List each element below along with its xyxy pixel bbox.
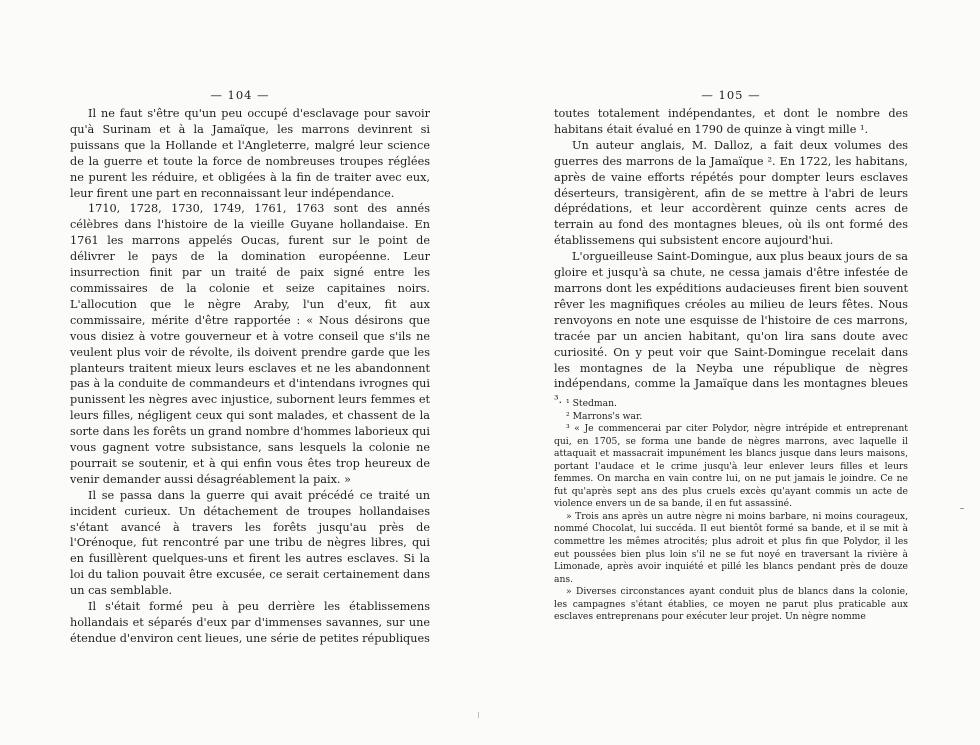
paragraph: 1710, 1728, 1730, 1749, 1761, 1763 sont des annés célèbres dans l'histoire de la vieille Guyane hollandaise. En 1761 les marrons appelés Oucas, furent sur le point de délivrer le pays de la domination européenne. Leur insurrection finit par un traité de paix signé entre les commissaires de la colonie et seize capitaines noirs. L'allocution que le nègre Araby, l'un d'eux, fit aux commissaire, mérite d'être rapportée : « Nous désirons que vous disiez à votre gouverneur et à votre conseil que s'ils ne veulent plus voir de révolte, ils doivent prendre garde que les planteurs traitent mieux leurs esclaves et ne les abandonnent pas à la conduite de commandeurs et d'intendans ivrognes qui punissent les nègres avec injustice, subornent leurs femmes et leurs filles, négligent ceux qui sont malades, et chassent de la sorte dans les forêts un grand nombre d'hommes laborieux qui vous gagnent votre subsistance, sans lesquels la colonie ne pourrait se soutenir, et à qui enfin vous êtes trop heureux de venir demander aussi désagréablement la paix. »	[70, 202, 430, 486]
gutter-mark	[478, 712, 479, 718]
paragraph: Il se passa dans la guerre qui avait précédé ce traité un incident curieux. Un détachement de troupes hollandaises s'étant avancé à travers les forêts jusqu'au près de l'Orénoque, fut rencontré par une tribu de nègres libres, qui en fusillèrent quelques-uns et firent les autres esclaves. Si la loi du talion pouvait être excusée, ce serait certainement dans un cas semblable.	[70, 488, 430, 598]
paragraph: toutes totalement indépendantes, et dont le nombre des habitans était évalué en 1790 de quinze à vingt mille ¹.	[554, 107, 908, 136]
paragraph: Il ne faut s'être qu'un peu occupé d'esclavage pour savoir qu'à Surinam et à la Jamaïque, les marrons devinrent si puissans que la Hollande et l'Angleterre, malgré leur science de la guerre et toute la force de nombreuses troupes réglées ne purent les réduire, et obligées à la fin de traiter avec eux, leur firent une part en reconnaissant leur indépendance.	[70, 107, 430, 200]
paragraph: L'orgueilleuse Saint-Domingue, aux plus beaux jours de sa gloire et jusqu'à sa chute, ne cessa jamais d'être infestée de marrons dont les expéditions audacieuses firent bien souvent rêver les magnifiques créoles au milieu de leurs fêtes. Nous renvoyons en note une esquisse de l'histoire de ces marrons, tracée par un ancien habitant, qu'on lira sans doute avec curiosité. On y peut voir que Saint-Domingue recelait dans les montagnes de la Neyba une république de nègres indépendans, comme la Jamaïque dans les montagnes bleues ³.	[554, 250, 908, 407]
body-text	[70, 106, 430, 647]
body-text	[554, 106, 908, 408]
page-number: — 105 —	[701, 88, 761, 102]
footnote: » Trois ans après un autre nègre ni moins barbare, ni moins courageux, nommé Chocolat, lui succéda. Il eut bientôt formé sa bande, et il se mit à commettre les mêmes atrocités; plus adroit et plus fin que Polydor, il les eut poussées bien plus loin s'il ne se fut noyé en traversant la rivière à Limonade, après avoir inquiété et pillé les blancs pendant près de douze ans.	[554, 510, 908, 585]
footnote: ¹ Stedman.	[566, 398, 617, 409]
footnote: » Diverses circonstances ayant conduit plus de blancs dans la colonie, les campagnes s'étant établies, ce moyen ne parut plus praticable aux esclaves entreprenans pour exécuter leur projet. Un nègre nomme	[554, 586, 908, 623]
page-number: — 104 —	[210, 88, 270, 102]
footnote: ² Marrons's war.	[566, 410, 643, 422]
paragraph: Il s'était formé peu à peu derrière les établissemens hollandais et séparés d'eux par d'immenses savannes, sur une étendue d'environ cent lieues, une série de petites républiques	[70, 600, 430, 645]
paragraph: Un auteur anglais, M. Dalloz, a fait deux volumes des guerres des marrons de la Jamaïque ². En 1722, les habitans, après de vaine efforts répétés pour dompter leurs esclaves déserteurs, transigèrent, afin de se mettre à l'abri de leurs déprédations, et leur accordèrent quinze cents acres de terrain au fond des montagnes bleues, où ils ont formé des établissemens qui subsistent encore aujourd'hui.	[554, 138, 908, 248]
edge-mark	[960, 508, 964, 509]
footnotes	[554, 398, 908, 624]
footnote: ³ « Je commencerai par citer Polydor, nègre intrépide et entreprenant qui, en 1705, se forma une bande de nègres marrons, avec laquelle il attaquait et massacrait impunément les blancs jusque dans leurs maisons, portant l'audace et le crime jusqu'à leur enlever leurs filles et leurs femmes. On marcha en vain contre lui, on ne put jamais le joindre. Ce ne fut qu'après sept ans des plus cruels excès qu'ayant commis un acte de violence envers un de sa bande, il en fut assassiné.	[554, 423, 908, 510]
